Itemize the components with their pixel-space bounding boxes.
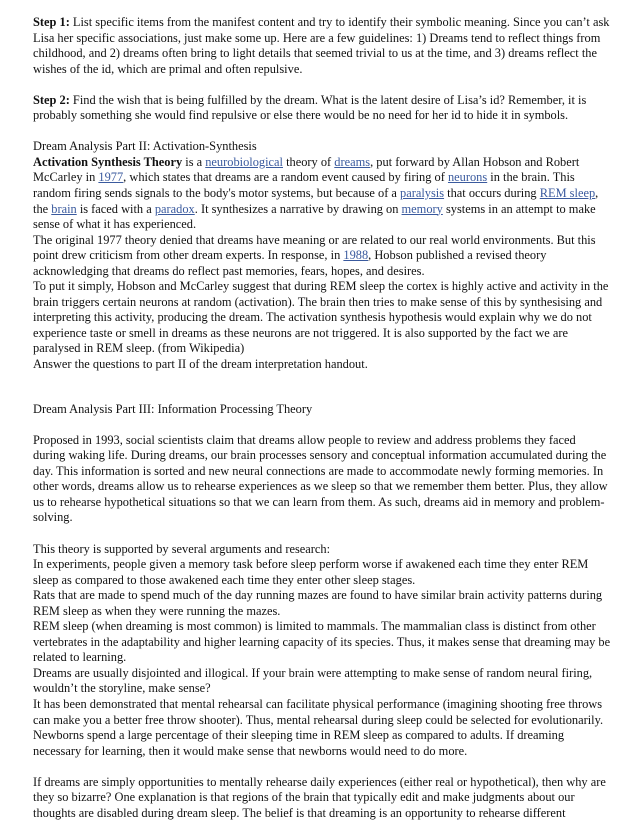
- support-point: Rats that are made to spend much of the day running mazes are found to have similar brain activity patterns during REM sleep as when they were running the mazes.: [33, 588, 603, 618]
- spacer: [33, 124, 611, 140]
- support-point: REM sleep (when dreaming is most common) is limited to mammals. The mammalian class is distinct from other vertebrates in the adaptability and higher learning capacity of its species. Thus, it makes sense that dreaming may be related to learning.: [33, 619, 611, 665]
- part2-heading: Dream Analysis Part II: Activation-Synthesis: [33, 139, 257, 154]
- step2-label: Step 2:: [33, 92, 70, 107]
- step1-paragraph: [33, 15, 611, 77]
- spacer: [33, 417, 611, 433]
- document-page: [33, 15, 611, 821]
- link-neurons[interactable]: neurons: [447, 170, 488, 185]
- part2-instruction: Answer the questions to part II of the dream interpretation handout.: [33, 357, 368, 372]
- link-1988[interactable]: 1988: [343, 248, 369, 263]
- support-point: It has been demonstrated that mental rehearsal can facilitate physical performance (imagining shooting free throws can make you a better free throw shooter). Thus, mental rehearsal during sleep could be selected for evolutionarily.: [33, 696, 604, 727]
- step2-text: Find the wish that is being fulfilled by the dream. What is the latent desire of Lisa’s id? Remember, it is probably something she would find repulsive or else there would be no need for her id to hide it in symbols.: [33, 92, 587, 123]
- spacer: [33, 759, 611, 775]
- spacer: [33, 77, 611, 93]
- part2-definition-paragraph: Activation Synthesis Theory is a neurobiological theory of dreams, put forward by Allan Hobson and Robert McCarley in 1977, which states that dreams are a random event caused by firing of neurons in the brain. This random firing sends signals to the body's motor systems, but because of a paralysis that occurs during REM sleep, the brain is faced with a paradox. It synthesizes a narrative by drawing on memory systems in an attempt to make sense of what it has experienced.: [33, 154, 599, 232]
- step2-paragraph: [33, 93, 611, 124]
- support-point: Dreams are usually disjointed and illogical. If your brain were attempting to make sense of random neural firing, wouldn’t the storyline, make sense?: [33, 665, 593, 696]
- spacer: [33, 526, 611, 542]
- part3-closing-paragraph: If dreams are simply opportunities to mentally rehearse daily experiences (either real or hypothetical), then why are they so bizarre? One explanation is that regions of the brain that typically edit and make judgments about our thoughts are disabled during dream sleep. The belief is that dreaming is an opportunity to rehearse different: [33, 774, 606, 820]
- support-point: In experiments, people given a memory task before sleep perform worse if awakened each time they enter REM sleep as compared to those awakened each time they enter other sleep stages.: [33, 557, 589, 587]
- link-rem-sleep[interactable]: REM sleep: [539, 186, 596, 201]
- link-paralysis[interactable]: paralysis: [400, 186, 445, 201]
- link-memory[interactable]: memory: [401, 201, 443, 216]
- link-1977[interactable]: 1977: [98, 170, 124, 185]
- theory-name: Activation Synthesis Theory: [33, 154, 183, 169]
- link-paradox[interactable]: paradox: [154, 201, 195, 216]
- part3-heading: Dream Analysis Part III: Information Processing Theory: [33, 401, 313, 416]
- part2-history-paragraph: The original 1977 theory denied that dreams have meaning or are related to our real world environments. But this point drew criticism from other dream experts. In response, in 1988, Hobson published a revised theory acknowledging that dreams do reflect past memories, fears, hopes, and desires.: [33, 232, 596, 278]
- spacer: [33, 373, 611, 402]
- part3-intro-paragraph: Proposed in 1993, social scientists claim that dreams allow people to review and address problems they faced during waking life. During dreams, our brain processes sensory and conceptual information accumulated during the day. This information is sorted and new neural connections are made to accommodate newly forming memories. In other words, dreams allow us to rehearse experiences as we sleep so that we remember them better. Plus, they allow us to rehearse hypothetical situations so that we can learn from them. As such, dreams aid in memory and problem-solving.: [33, 432, 608, 525]
- link-brain[interactable]: brain: [51, 201, 77, 216]
- link-dreams[interactable]: dreams: [334, 154, 371, 169]
- support-point: Newborns spend a large percentage of their sleeping time in REM sleep as compared to adults. If dreaming necessary for learning, then it would make sense that newborns would need to do more.: [33, 728, 565, 758]
- support-intro: This theory is supported by several arguments and research:: [33, 541, 331, 556]
- step1-text: List specific items from the manifest content and try to identify their symbolic meaning. Since you can’t ask Lisa her specific associations, just make some up. Here are a few guidelines: 1) Dreams tend to reflect things from childhood, and 2) dreams often bring to light details that seemed trivial to us at the time, and 3) dreams reflect the wishes of the id, which are primal and often repulsive.: [33, 15, 610, 76]
- step1-label: Step 1:: [33, 15, 70, 29]
- link-neurobiological[interactable]: neurobiological: [205, 154, 283, 169]
- part2-summary-paragraph: To put it simply, Hobson and McCarley suggest that during REM sleep the cortex is highly active and activity in the brain triggers certain neurons at random (activation). The brain then tries to make sense of this by synthesising and interpreting this activity, producing the dream. The activation synthesis hypothesis would explain why we do not experience taste or smell in dreams as these neurons are not triggered. It is also supported by the fact we are paralysed in REM sleep. (from Wikipedia): [33, 279, 609, 356]
